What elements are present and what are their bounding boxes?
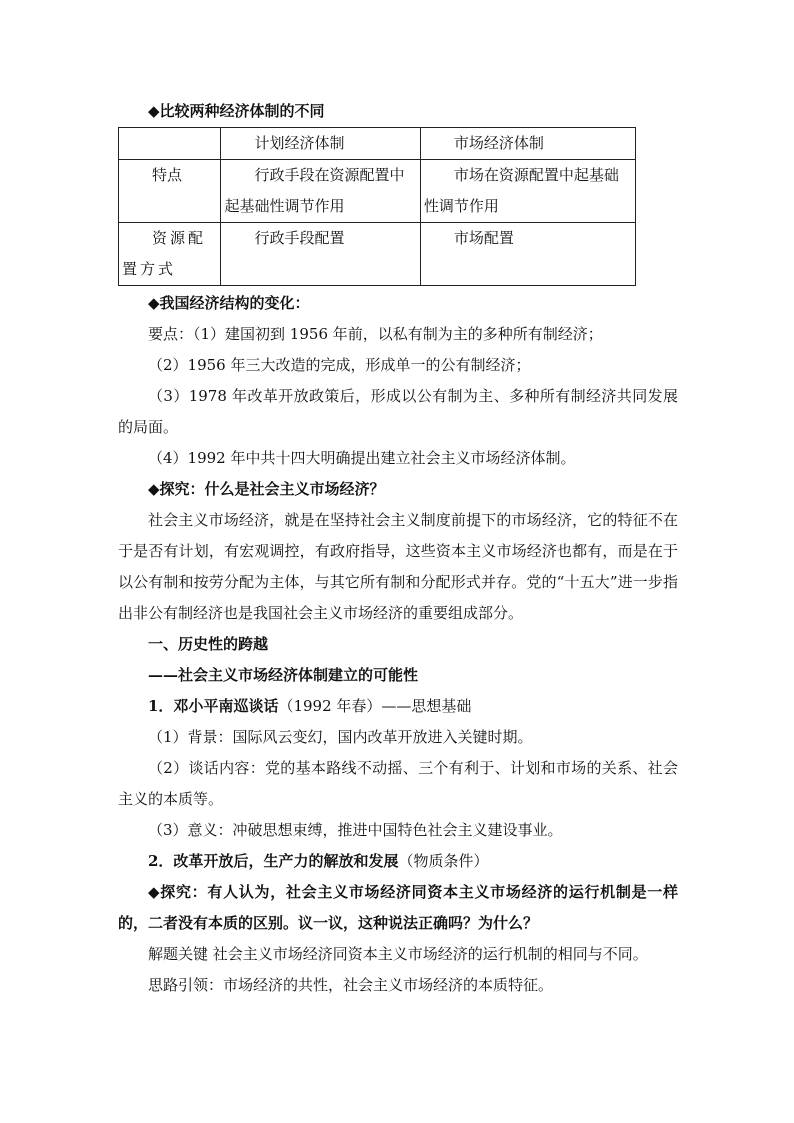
- key-line: 解题关键 社会主义市场经济同资本主义市场经济的运行机制的相同与不同。: [148, 945, 648, 963]
- item-1-point: （3）意义：冲破思想束缚，推进中国特色社会主义建设事业。: [148, 821, 563, 839]
- table-cell: 行政手段在资源配置中起基础性调节作用: [221, 160, 420, 223]
- table-row: [119, 160, 636, 223]
- item-1-heading: [118, 691, 678, 722]
- table-header-row: [119, 128, 636, 160]
- item-2-heading: [118, 846, 678, 877]
- section-1-title: 一、历史性的跨越: [148, 635, 269, 653]
- heading-structure: ◆我国经济结构的变化：: [148, 294, 310, 312]
- structure-point: 要点：（1）建国初到 1956 年前，以私有制为主的多种所有制经济；: [148, 325, 603, 343]
- heading-compare: ◆比较两种经济体制的不同: [148, 102, 325, 120]
- table-cell: 行政手段配置: [221, 223, 420, 286]
- section-1-subtitle: ——社会主义市场经济体制建立的可能性: [148, 666, 419, 684]
- item-1-title: 1．邓小平南巡谈话: [148, 697, 279, 715]
- item-1-point: （2）谈话内容：党的基本路线不动摇、三个有利于、计划和市场的关系、社会主义的本质等。: [118, 759, 678, 808]
- item-2-rest: （物质条件）: [398, 852, 489, 870]
- structure-point: （4）1992 年中共十四大明确提出建立社会主义市场经济体制。: [148, 449, 576, 467]
- heading-explore-2: ◆探究：有人认为，社会主义市场经济同资本主义市场经济的运行机制是一样的，二者没有本质的区别。议一议，这种说法正确吗？为什么？: [118, 883, 678, 932]
- item-1-rest: （1992 年春）——思想基础: [278, 697, 472, 715]
- table-header-cell: [119, 128, 221, 160]
- table-row-label: 资源配置方式: [119, 223, 221, 286]
- table-cell: 市场在资源配置中起基础性调节作用: [420, 160, 635, 223]
- table-row-label: 特点: [119, 160, 221, 223]
- document-page: [118, 96, 678, 1001]
- comparison-table: [118, 127, 636, 286]
- table-header-cell: 计划经济体制: [221, 128, 420, 160]
- hint-line: 思路引领：市场经济的共性，社会主义市场经济的本质特征。: [148, 976, 554, 994]
- heading-explore-1: ◆探究：什么是社会主义市场经济？: [148, 480, 385, 498]
- table-header-cell: 市场经济体制: [420, 128, 635, 160]
- structure-point: （2）1956 年三大改造的完成，形成单一的公有制经济；: [148, 356, 531, 374]
- explore-1-paragraph: 社会主义市场经济，就是在坚持社会主义制度前提下的市场经济，它的特征不在于是否有计划，有宏观调控，有政府指导，这些资本主义市场经济也都有，而是在于以公有制和按劳分配为主体，与其它所有制和分配形式并存。党的“十五大”进一步指出非公有制经济也是我国社会主义市场经济的重要组成部分。: [118, 511, 678, 622]
- structure-point: （3）1978 年改革开放政策后，形成以公有制为主、多种所有制经济共同发展的局面。: [118, 387, 678, 436]
- item-1-point: （1）背景：国际风云变幻，国内改革开放进入关键时期。: [148, 728, 533, 746]
- table-cell: 市场配置: [420, 223, 635, 286]
- table-row: [119, 223, 636, 286]
- item-2-title: 2．改革开放后，生产力的解放和发展: [148, 852, 399, 870]
